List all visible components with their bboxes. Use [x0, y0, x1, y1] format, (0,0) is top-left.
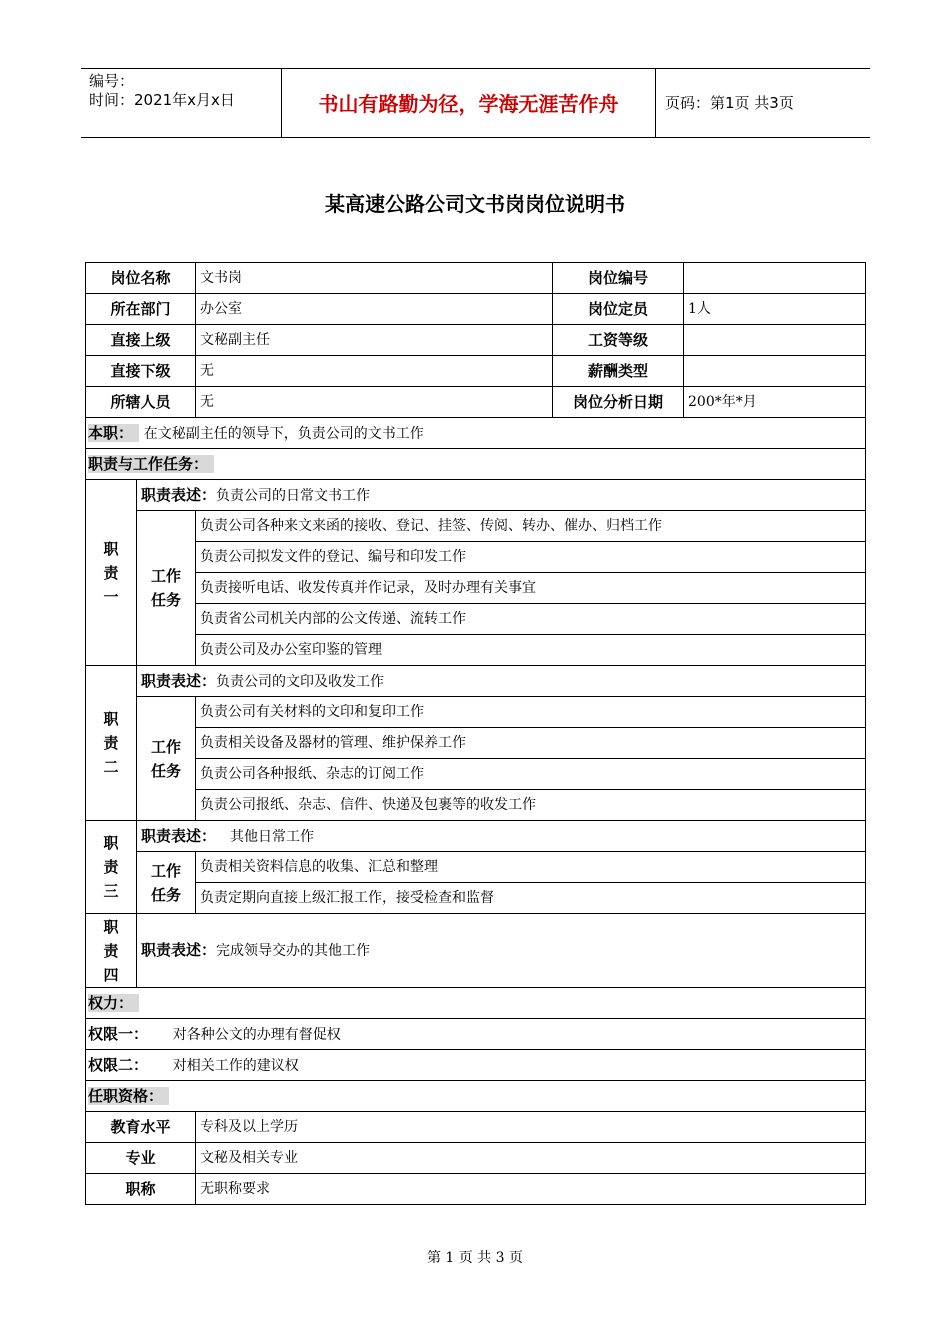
desc-label: 职责表述： [141, 826, 217, 845]
task-row [86, 604, 866, 635]
info-value: 文秘副主任 [196, 325, 553, 356]
task-row [86, 728, 866, 759]
task-row [86, 790, 866, 821]
info-label: 所辖人员 [86, 387, 196, 418]
qual-header: 任职资格： [88, 1087, 169, 1105]
info-row [86, 263, 866, 294]
task-item: 负责定期向直接上级汇报工作，接受检查和监督 [196, 883, 866, 914]
info-row [86, 294, 866, 325]
duties-header-cell [86, 449, 866, 480]
task-row [86, 542, 866, 573]
qual-row [86, 1143, 866, 1174]
qual-row [86, 1112, 866, 1143]
info-value [684, 263, 866, 294]
info-label: 直接下级 [86, 356, 196, 387]
info-value: 文书岗 [196, 263, 553, 294]
info-value: 无 [196, 387, 553, 418]
info-label: 薪酬类型 [553, 356, 684, 387]
info-value: 办公室 [196, 294, 553, 325]
task-label: 工作 任务 [137, 852, 196, 914]
duties-header: 职责与工作任务： [88, 455, 214, 473]
duty3-desc-row [86, 821, 866, 852]
duty1-desc: 负责公司的日常文书工作 [216, 487, 371, 504]
qual-value: 文秘及相关专业 [196, 1143, 866, 1174]
info-value [684, 325, 866, 356]
info-label: 工资等级 [553, 325, 684, 356]
desc-label: 职责表述： [141, 941, 217, 959]
duty1-name: 职 责 一 [86, 480, 137, 666]
info-row [86, 387, 866, 418]
duty4-desc-cell [137, 914, 866, 988]
document-title: 某高速公路公司文书岗岗位说明书 [325, 192, 625, 216]
desc-label: 职责表述： [141, 671, 217, 690]
qual-header-cell [86, 1081, 866, 1112]
header-left [81, 69, 281, 137]
duty3-desc-cell [137, 821, 866, 852]
task-label: 工作 任务 [137, 697, 196, 821]
task-item: 负责省公司机关内部的公文传递、流转工作 [196, 604, 866, 635]
info-value: 1人 [684, 294, 866, 325]
job-description-table [85, 262, 866, 1205]
info-label: 直接上级 [86, 325, 196, 356]
page-footer: 第 1 页 共 3 页 [426, 1250, 524, 1266]
duty4-name: 职 责 四 [86, 914, 137, 988]
power-label: 权限一： [88, 1024, 149, 1043]
code-label: 编号： [89, 72, 135, 90]
page-label: 页码：第1页 共3页 [665, 94, 794, 112]
power-header-row [86, 988, 866, 1019]
qual-header-row [86, 1081, 866, 1112]
info-row [86, 325, 866, 356]
info-label: 岗位编号 [553, 263, 684, 294]
qual-label: 教育水平 [86, 1112, 196, 1143]
page-header [81, 68, 870, 138]
time-label: 时间：2021年x月x日 [89, 91, 235, 109]
qual-row [86, 1174, 866, 1205]
duties-header-row [86, 449, 866, 480]
task-item: 负责接听电话、收发传真并作记录，及时办理有关事宜 [196, 573, 866, 604]
info-value: 200*年*月 [684, 387, 866, 418]
info-label: 岗位定员 [553, 294, 684, 325]
power-label: 权限二： [88, 1055, 149, 1074]
duty1-desc-cell [137, 480, 866, 511]
main-duty-cell [86, 418, 866, 449]
power-row [86, 1050, 866, 1081]
power-text: 对各种公文的办理有督促权 [172, 1026, 341, 1043]
duty3-name: 职 责 三 [86, 821, 137, 914]
task-row [86, 635, 866, 666]
info-row [86, 356, 866, 387]
duty2-desc-cell [137, 666, 866, 697]
main-duty-row [86, 418, 866, 449]
power-header: 权力： [88, 994, 139, 1012]
qual-value: 专科及以上学历 [196, 1112, 866, 1143]
power-cell [86, 1019, 866, 1050]
main-duty-text: 在文秘副主任的领导下，负责公司的文书工作 [143, 425, 424, 442]
duty1-desc-row [86, 480, 866, 511]
qual-label: 职称 [86, 1174, 196, 1205]
task-row [86, 883, 866, 914]
header-right [655, 69, 870, 137]
task-row [86, 511, 866, 542]
info-label: 岗位分析日期 [553, 387, 684, 418]
info-value [684, 356, 866, 387]
task-row [86, 697, 866, 728]
task-row [86, 759, 866, 790]
info-label: 岗位名称 [86, 263, 196, 294]
power-cell [86, 1050, 866, 1081]
duty2-desc: 负责公司的文印及收发工作 [216, 673, 385, 690]
task-label: 工作 任务 [137, 511, 196, 666]
task-item: 负责公司各种报纸、杂志的订阅工作 [196, 759, 866, 790]
task-item: 负责相关设备及器材的管理、维护保养工作 [196, 728, 866, 759]
duty2-desc-row [86, 666, 866, 697]
power-header-cell [86, 988, 866, 1019]
duty2-name: 职 责 二 [86, 666, 137, 821]
duty3-desc: 其他日常工作 [230, 828, 315, 845]
info-label: 所在部门 [86, 294, 196, 325]
task-row [86, 852, 866, 883]
duty4-desc: 完成领导交办的其他工作 [216, 943, 371, 959]
qual-value: 无职称要求 [196, 1174, 866, 1205]
power-row [86, 1019, 866, 1050]
task-item: 负责公司及办公室印鉴的管理 [196, 635, 866, 666]
qual-label: 专业 [86, 1143, 196, 1174]
task-row [86, 573, 866, 604]
header-center [281, 69, 656, 137]
main-duty-label: 本职： [88, 424, 139, 442]
desc-label: 职责表述： [141, 485, 217, 504]
duty4-row [86, 914, 866, 988]
task-item: 负责公司各种来文来函的接收、登记、挂签、传阅、转办、催办、归档工作 [196, 511, 866, 542]
power-text: 对相关工作的建议权 [172, 1057, 299, 1074]
motto: 书山有路勤为径，学海无涯苦作舟 [318, 92, 619, 116]
task-item: 负责相关资料信息的收集、汇总和整理 [196, 852, 866, 883]
task-item: 负责公司拟发文件的登记、编号和印发工作 [196, 542, 866, 573]
info-value: 无 [196, 356, 553, 387]
task-item: 负责公司报纸、杂志、信件、快递及包裹等的收发工作 [196, 790, 866, 821]
task-item: 负责公司有关材料的文印和复印工作 [196, 697, 866, 728]
